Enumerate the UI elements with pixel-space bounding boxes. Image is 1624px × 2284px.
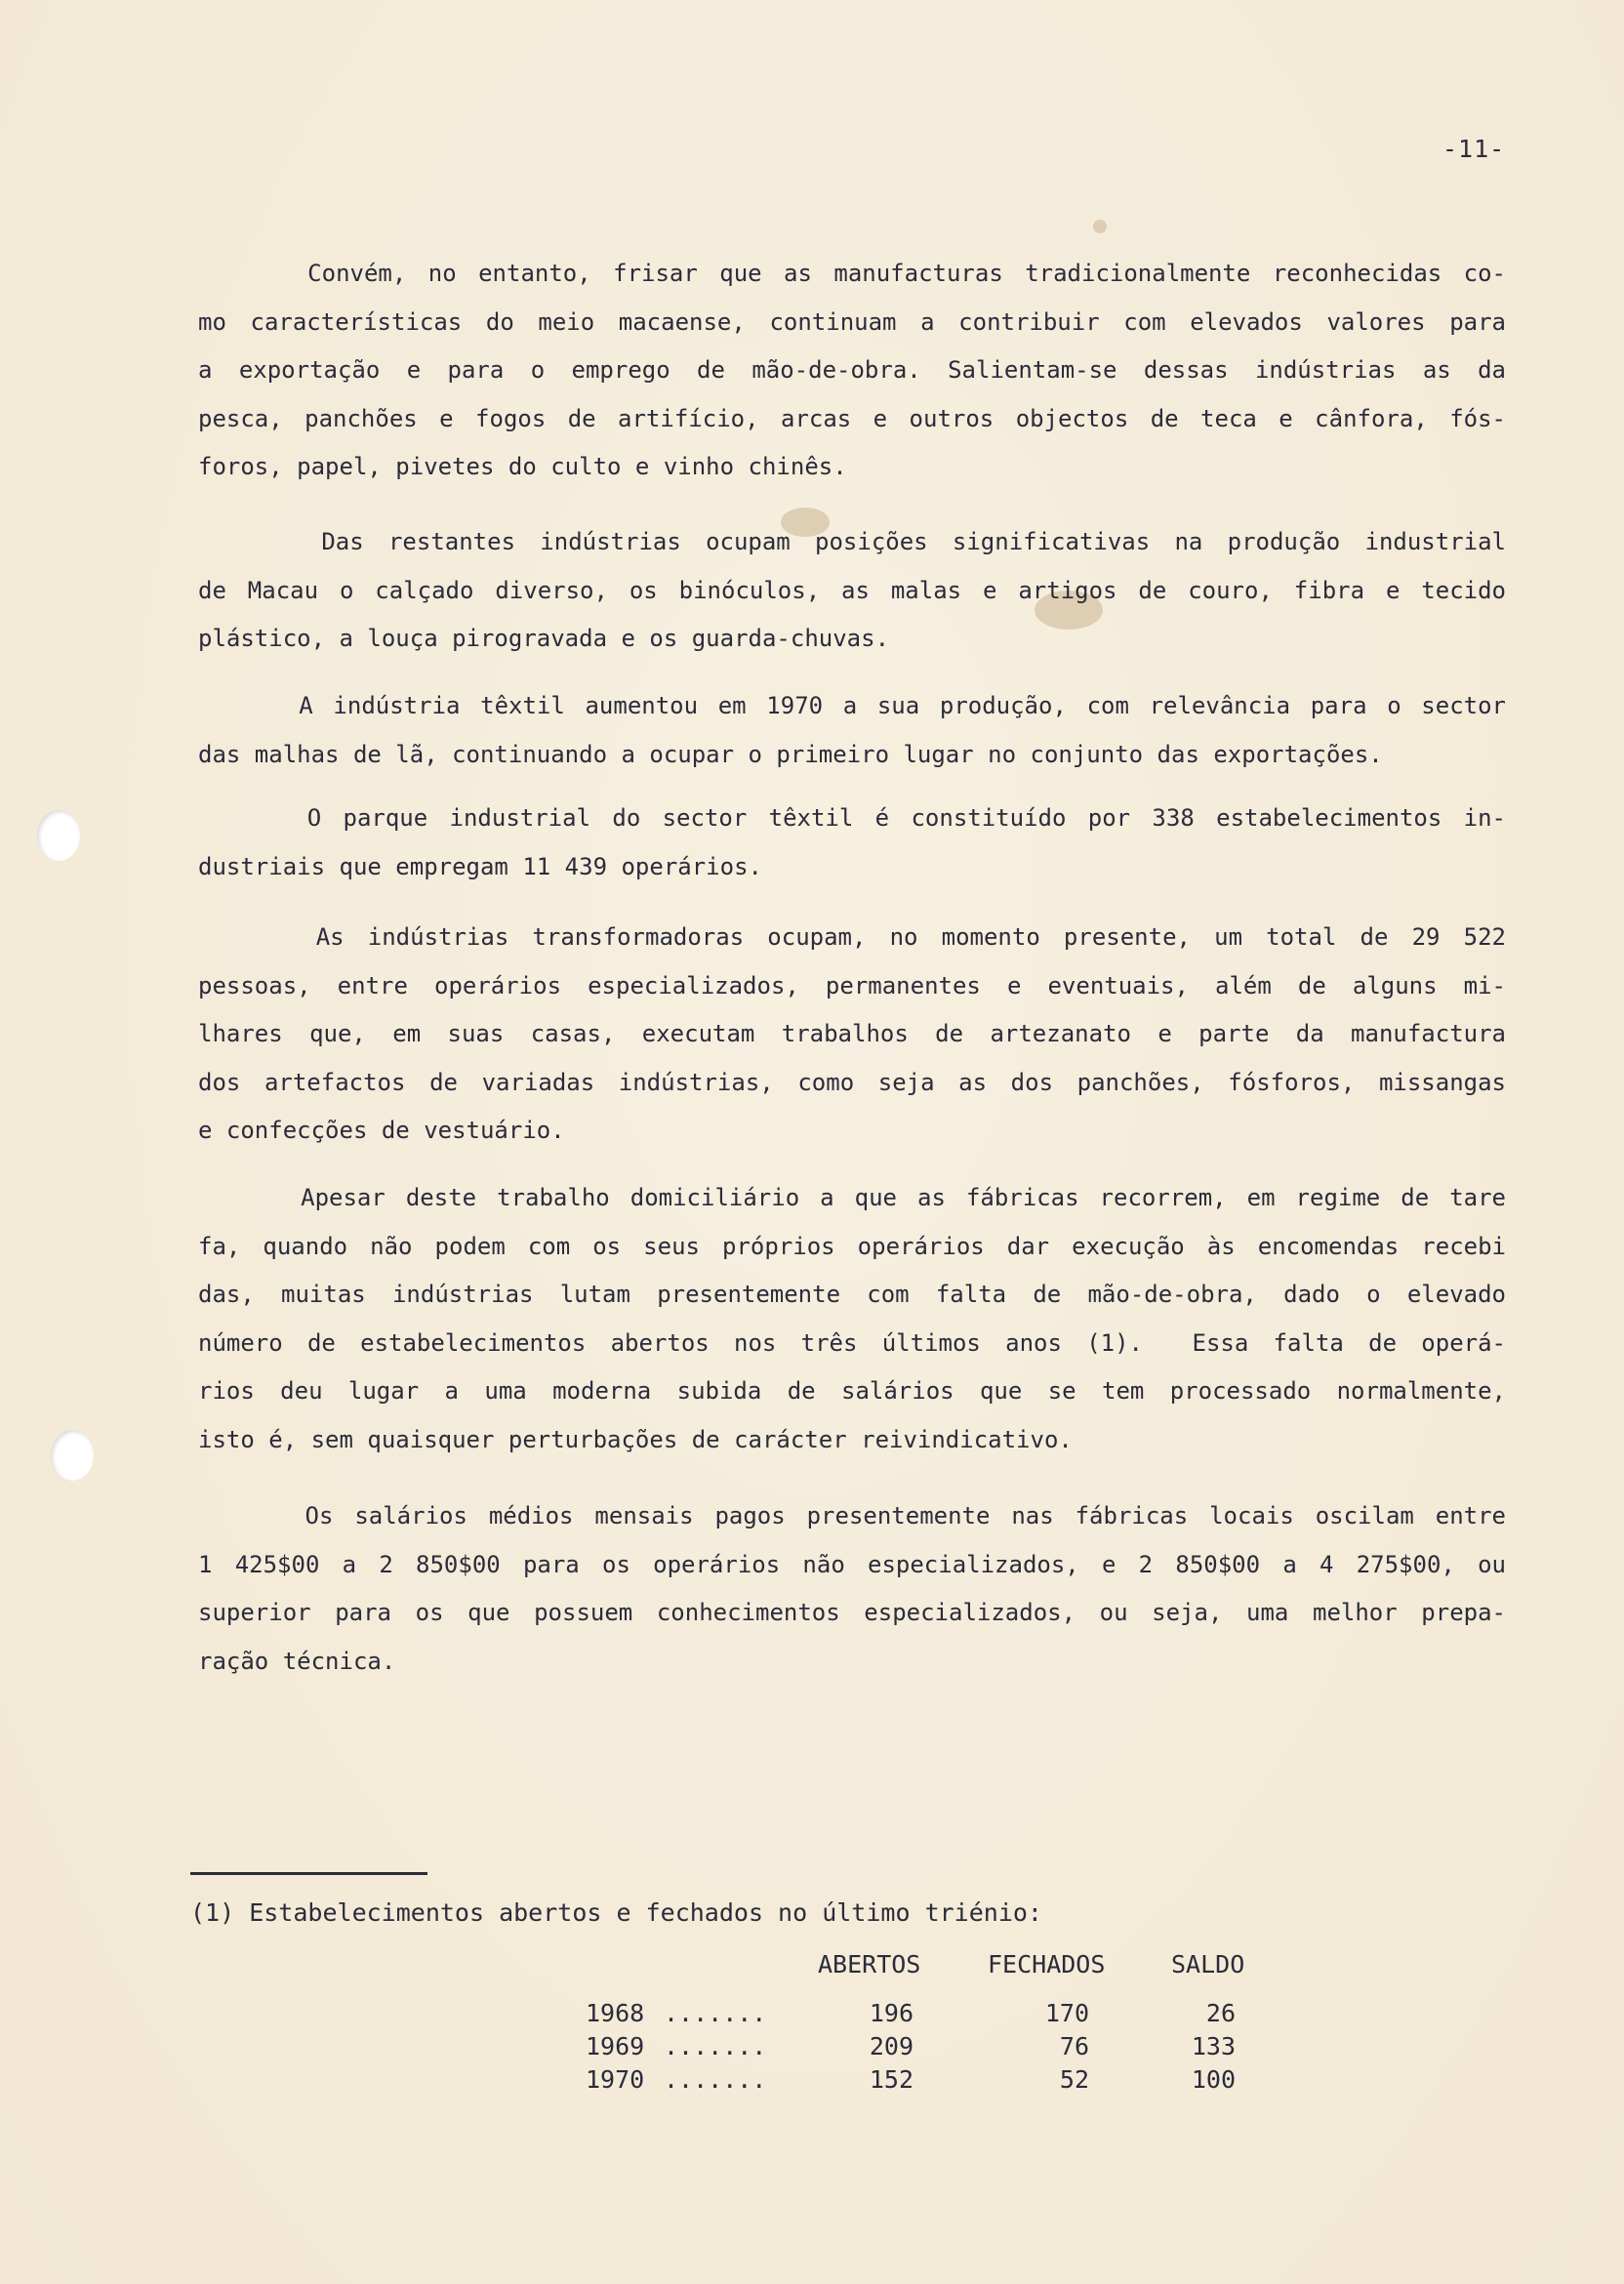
page-number: -11-: [1442, 135, 1506, 163]
text-line: pessoas, entre operários especializados, permanentes e eventuais, além de alguns mi-: [198, 971, 1506, 999]
row-fechados: 52: [1059, 2065, 1089, 2094]
row-saldo: 26: [1205, 1999, 1236, 2027]
text-line: isto é, sem quaisquer perturbações de carácter reivindicativo.: [198, 1425, 1073, 1453]
text-line: A indústria têxtil aumentou em 1970 a sua produção, com relevância para o sector: [198, 692, 1506, 719]
text-line: Apesar deste trabalho domiciliário a que as fábricas recorrem, em regime de tare: [198, 1184, 1506, 1211]
text-line: Das restantes indústrias ocupam posições significativas na produção industrial: [198, 528, 1506, 555]
stain: [1093, 220, 1107, 233]
text-line: foros, papel, pivetes do culto e vinho chinês.: [198, 453, 847, 480]
text-line: lhares que, em suas casas, executam trabalhos de artezanato e parte da manufactura: [198, 1020, 1506, 1047]
punch-hole-bottom: [51, 1430, 94, 1481]
row-year: 1969: [586, 2032, 645, 2060]
text-line: As indústrias transformadoras ocupam, no momento presente, um total de 29 522: [198, 923, 1506, 951]
row-saldo: 100: [1191, 2065, 1236, 2094]
header-saldo: SALDO: [1171, 1950, 1245, 1978]
text-line: das malhas de lã, continuando a ocupar o primeiro lugar no conjunto das exportações.: [198, 740, 1383, 768]
punch-hole-top: [37, 810, 80, 861]
footnote-text: (1) Estabelecimentos abertos e fechados no último triénio:: [190, 1898, 1042, 1927]
row-saldo: 133: [1191, 2032, 1236, 2060]
text-line: ração técnica.: [198, 1647, 396, 1675]
row-dots: .......: [664, 2065, 767, 2094]
row-abertos: 209: [869, 2032, 914, 2060]
text-line: superior para os que possuem conhecimentos especializados, ou seja, uma melhor prepa-: [198, 1599, 1506, 1626]
text-line: fa, quando não podem com os seus próprios operários dar execução às encomendas recebi: [198, 1232, 1506, 1260]
text-line: Convém, no entanto, frisar que as manufacturas tradicionalmente reconhecidas co-: [198, 260, 1506, 287]
text-line: a exportação e para o emprego de mão-de-obra. Salientam-se dessas indústrias as da: [198, 356, 1506, 384]
text-line: de Macau o calçado diverso, os binóculos, as malas e artigos de couro, fibra e tecido: [198, 576, 1506, 604]
text-line: Os salários médios mensais pagos presentemente nas fábricas locais oscilam entre: [198, 1502, 1506, 1529]
row-abertos: 196: [869, 1999, 914, 2027]
text-line: 1 425$00 a 2 850$00 para os operários não especializados, e 2 850$00 a 4 275$00, ou: [198, 1550, 1506, 1578]
text-line: e confecções de vestuário.: [198, 1117, 565, 1144]
text-line: dos artefactos de variadas indústrias, como seja as dos panchões, fósforos, missangas: [198, 1068, 1506, 1096]
text-line: número de estabelecimentos abertos nos três últimos anos (1). Essa falta de operá-: [198, 1328, 1506, 1357]
row-dots: .......: [664, 2032, 767, 2060]
text-line: pesca, panchões e fogos de artifício, arcas e outros objectos de teca e cânfora, fós-: [198, 404, 1506, 432]
text-line: dustriais que empregam 11 439 operários.: [198, 852, 762, 880]
row-fechados: 170: [1044, 1999, 1089, 2027]
row-abertos: 152: [869, 2065, 914, 2094]
text-line: rios deu lugar a uma moderna subida de salários que se tem processado normalmente,: [198, 1377, 1506, 1405]
text-line: das, muitas indústrias lutam presentemente com falta de mão-de-obra, dado o elevado: [198, 1281, 1506, 1308]
row-fechados: 76: [1059, 2032, 1089, 2060]
row-year: 1970: [586, 2065, 645, 2094]
text-line: O parque industrial do sector têxtil é constituído por 338 estabelecimentos in-: [198, 804, 1506, 832]
footnote-rule: [190, 1872, 427, 1875]
row-dots: .......: [664, 1999, 767, 2027]
header-fechados: FECHADOS: [988, 1950, 1106, 1978]
text-line: plástico, a louça pirogravada e os guarda-chuvas.: [198, 625, 890, 652]
header-abertos: ABERTOS: [818, 1950, 921, 1978]
text-line: mo características do meio macaense, continuam a contribuir com elevados valores para: [198, 307, 1506, 336]
row-year: 1968: [586, 1999, 645, 2027]
